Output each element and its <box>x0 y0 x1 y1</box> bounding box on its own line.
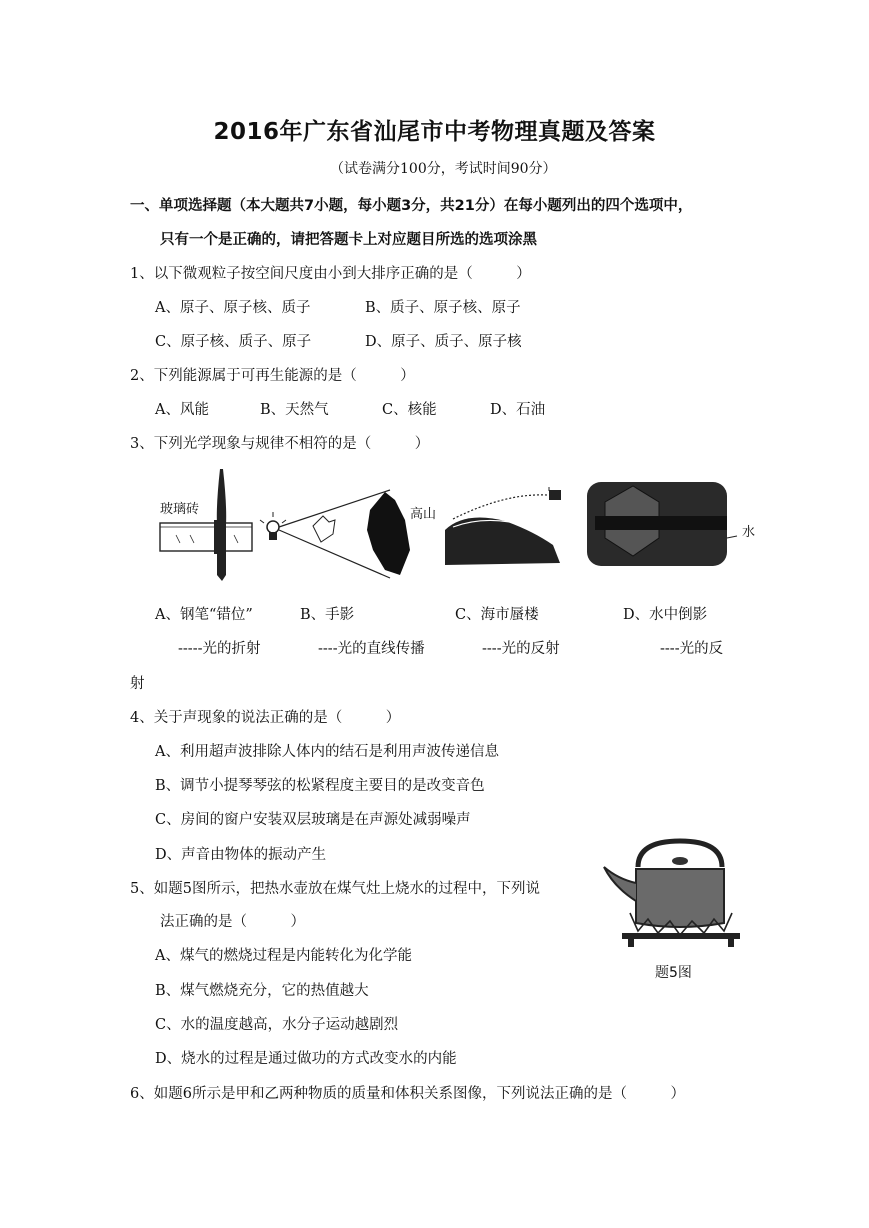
question-2-stem: 2、下列能源属于可再生能源的是（ ） <box>130 368 415 384</box>
question-3-option-b: B、手影 <box>300 607 355 623</box>
question-3-option-c-law: ----光的反射 <box>482 641 560 657</box>
figure-label-mountain: 高山 <box>410 507 437 522</box>
question-4-option-a: A、利用超声波排除人体内的结石是利用声波传递信息 <box>155 744 499 760</box>
question-2-option-d: D、石油 <box>490 402 546 418</box>
question-5-option-a: A、煤气的燃烧过程是内能转化为化学能 <box>155 948 412 964</box>
section-heading-line2: 只有一个是正确的，请把答题卡上对应题目所选的选项涂黑 <box>160 232 537 248</box>
question-3-option-d-law: ----光的反 <box>660 641 724 657</box>
figure-water-reflection <box>585 478 740 570</box>
figure-mirage <box>425 485 575 570</box>
question-3-stem: 3、下列光学现象与规律不相符的是（ ） <box>130 436 430 452</box>
question-4-option-c: C、房间的窗户安装双层玻璃是在声源处减弱噪声 <box>155 812 471 828</box>
page-title: 2016年广东省汕尾市中考物理真题及答案 <box>213 119 656 145</box>
section-heading-line1: 一、单项选择题（本大题共7小题，每小题3分，共21分）在每小题列出的四个选项中， <box>130 198 693 214</box>
question-2-option-b: B、天然气 <box>260 402 329 418</box>
question-3-option-a: A、钢笔“错位” <box>155 607 253 623</box>
question-5-option-b: B、煤气燃烧充分，它的热值越大 <box>155 983 369 999</box>
figure-pen-glass <box>150 465 260 585</box>
question-3-option-d-law-cont: 射 <box>130 676 145 692</box>
figure-hand-shadow <box>255 480 415 585</box>
question-5-stem-line2: 法正确的是（ ） <box>160 914 305 930</box>
question-2-option-a: A、风能 <box>155 402 209 418</box>
question-5-stem-line1: 5、如题5图所示，把热水壶放在煤气灶上烧水的过程中，下列说 <box>130 881 540 897</box>
question-3-option-b-law: ----光的直线传播 <box>318 641 425 657</box>
question-1-option-d: D、原子、质子、原子核 <box>365 334 522 350</box>
figure-label-glass: 玻璃砖 <box>160 502 200 517</box>
figure-kettle-on-stove <box>600 835 745 950</box>
question-6-stem: 6、如题6所示是甲和乙两种物质的质量和体积关系图像，下列说法正确的是（ ） <box>130 1086 685 1102</box>
question-4-stem: 4、关于声现象的说法正确的是（ ） <box>130 710 401 726</box>
question-1-option-a: A、原子、原子核、质子 <box>155 300 311 316</box>
question-5-option-d: D、烧水的过程是通过做功的方式改变水的内能 <box>155 1051 457 1067</box>
figure-label-water: 水 <box>742 525 756 540</box>
question-4-option-d: D、声音由物体的振动产生 <box>155 847 327 863</box>
question-3-option-c: C、海市蜃楼 <box>455 607 539 623</box>
question-3-option-d: D、水中倒影 <box>623 607 708 623</box>
question-4-option-b: B、调节小提琴琴弦的松紧程度主要目的是改变音色 <box>155 778 485 794</box>
question-2-option-c: C、核能 <box>382 402 437 418</box>
question-1-option-b: B、质子、原子核、原子 <box>365 300 521 316</box>
question-1-stem: 1、以下微观粒子按空间尺度由小到大排序正确的是（ ） <box>130 266 531 282</box>
question-1-option-c: C、原子核、质子、原子 <box>155 334 312 350</box>
question-3-option-a-law: -----光的折射 <box>178 641 261 657</box>
question-5-option-c: C、水的温度越高，水分子运动越剧烈 <box>155 1017 399 1033</box>
figure-caption-q5: 题5图 <box>655 965 692 981</box>
exam-info: （试卷满分100分，考试时间90分） <box>330 161 557 177</box>
